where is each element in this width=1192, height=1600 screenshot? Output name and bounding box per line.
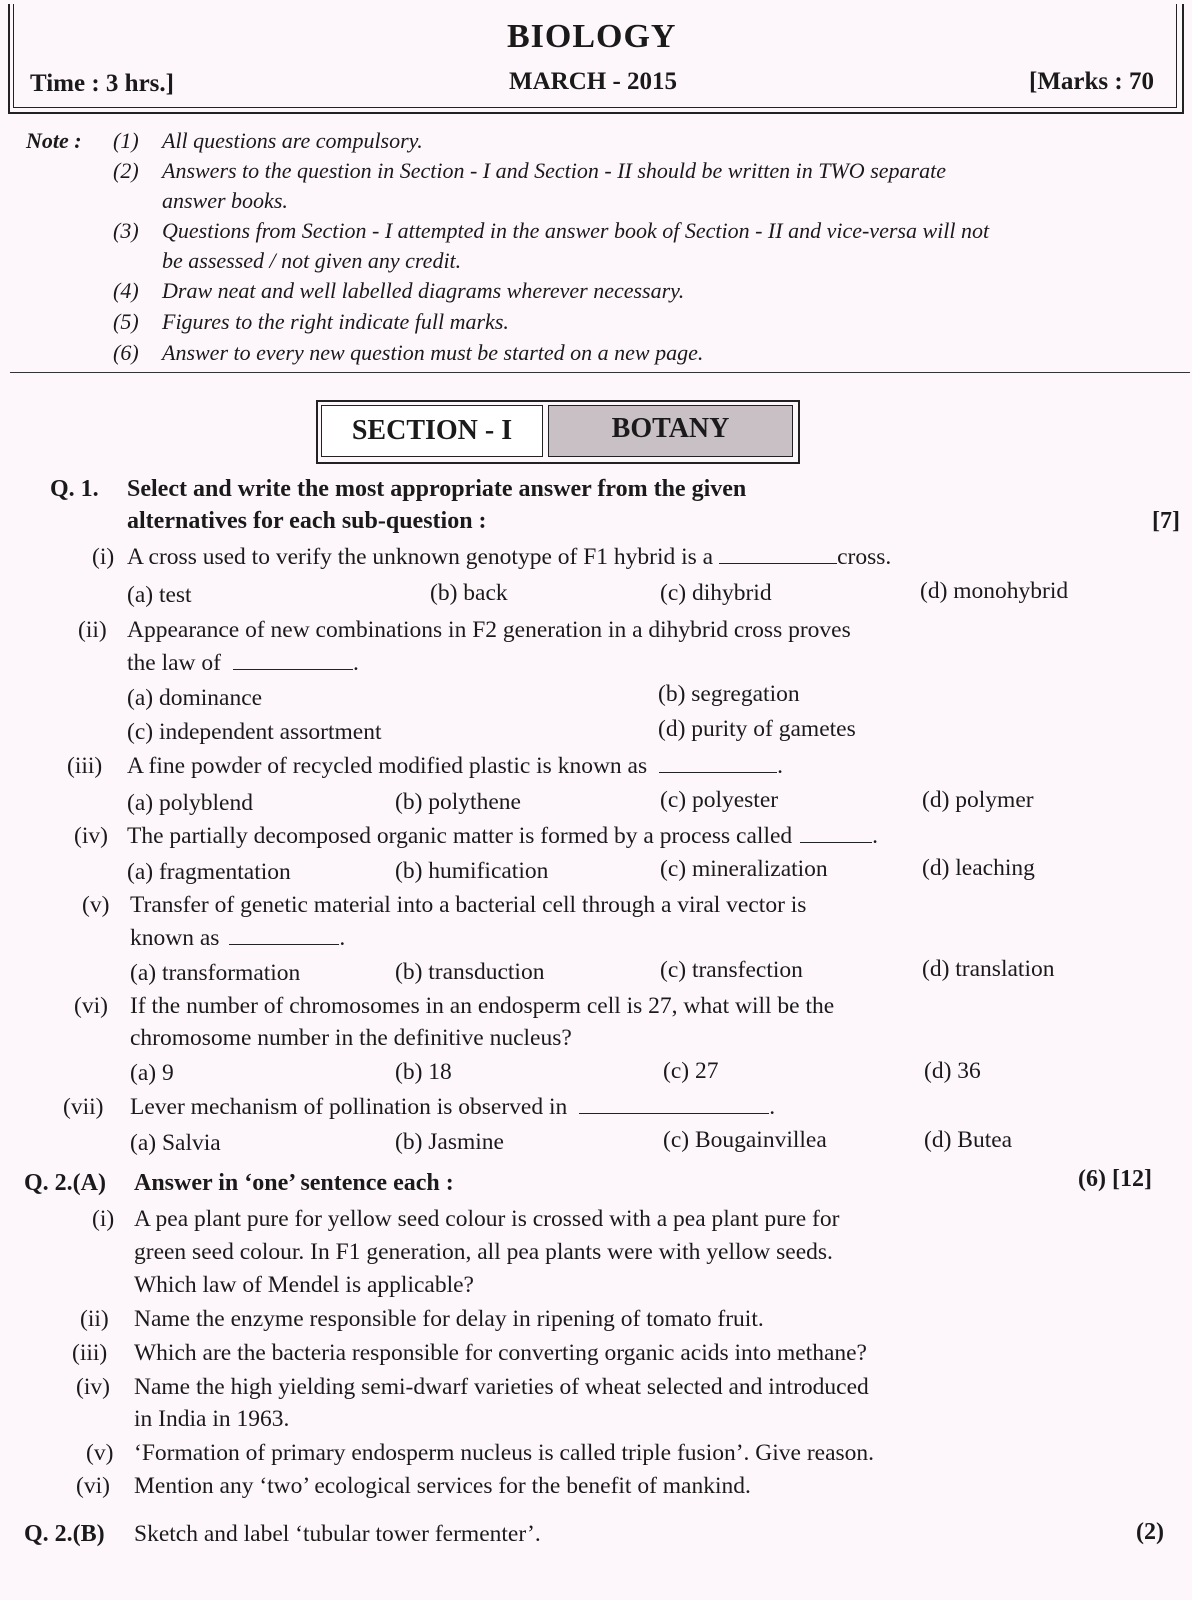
answer-blank bbox=[229, 926, 339, 945]
item-text-part: . bbox=[872, 823, 879, 849]
item-text: Which law of Mendel is applicable? bbox=[134, 1272, 474, 1298]
item-number: (vi) bbox=[74, 993, 108, 1019]
question-label: Q. 2.(A) bbox=[24, 1170, 106, 1196]
item-text-part: known as bbox=[130, 925, 220, 951]
time-label: Time : 3 hrs.] bbox=[30, 70, 174, 97]
section-subject: BOTANY bbox=[548, 405, 793, 457]
option: (b) 18 bbox=[395, 1059, 452, 1085]
option: (c) independent assortment bbox=[127, 719, 382, 745]
item-text-part: A fine powder of recycled modified plastic is known as bbox=[127, 753, 648, 779]
question-label: Q. 1. bbox=[50, 476, 99, 502]
item-number: (iii) bbox=[72, 1340, 108, 1366]
note-num: (4) bbox=[113, 278, 139, 303]
item-text-part: . bbox=[352, 650, 359, 676]
item-number: (iv) bbox=[74, 823, 108, 849]
item-text bbox=[127, 753, 783, 780]
item-number: (v) bbox=[86, 1440, 114, 1466]
option: (d) Butea bbox=[924, 1127, 1013, 1153]
question-label: Q. 2.(B) bbox=[24, 1521, 105, 1547]
item-number: (v) bbox=[82, 892, 110, 918]
item-text bbox=[127, 544, 891, 571]
item-text: chromosome number in the definitive nucleus? bbox=[130, 1025, 572, 1051]
question-marks: (2) bbox=[1136, 1519, 1164, 1545]
section-banner bbox=[316, 400, 800, 464]
question-marks: (6) [12] bbox=[1078, 1166, 1152, 1192]
question-marks: [7] bbox=[1152, 508, 1180, 534]
option: (c) dihybrid bbox=[660, 580, 772, 606]
item-text-part: cross. bbox=[837, 544, 892, 570]
item-text-part: A cross used to verify the unknown genotype of F1 hybrid is a bbox=[127, 544, 714, 570]
item-text: If the number of chromosomes in an endosperm cell is 27, what will be the bbox=[130, 993, 835, 1019]
item-text: Name the enzyme responsible for delay in ripening of tomato fruit. bbox=[134, 1306, 764, 1332]
item-text-part: the law of bbox=[127, 650, 221, 676]
item-number: (iv) bbox=[76, 1374, 110, 1400]
option: (c) 27 bbox=[663, 1058, 719, 1084]
note-num: (5) bbox=[113, 309, 139, 334]
option: (d) polymer bbox=[922, 787, 1034, 813]
item-text-part: . bbox=[769, 1094, 776, 1120]
subject-title: BIOLOGY bbox=[507, 18, 677, 55]
question-heading: alternatives for each sub-question : bbox=[127, 508, 487, 534]
marks-label: [Marks : 70 bbox=[1029, 68, 1154, 95]
item-text: in India in 1963. bbox=[134, 1406, 290, 1432]
note-text: Answers to the question in Section - I and Section - II should be written in TWO separate bbox=[162, 158, 946, 183]
option: (c) polyester bbox=[660, 787, 779, 813]
item-text-part: Lever mechanism of pollination is observed in bbox=[130, 1094, 568, 1120]
answer-blank bbox=[233, 651, 353, 670]
question-heading: Select and write the most appropriate answer from the given bbox=[127, 476, 747, 502]
item-text bbox=[127, 650, 359, 677]
item-text-part: . bbox=[339, 925, 346, 951]
note-text: All questions are compulsory. bbox=[162, 128, 423, 153]
option: (b) humification bbox=[395, 858, 549, 884]
item-number: (i) bbox=[92, 1206, 115, 1232]
question-heading: Answer in ‘one’ sentence each : bbox=[134, 1170, 454, 1196]
option: (d) translation bbox=[922, 956, 1055, 982]
option: (b) transduction bbox=[395, 959, 545, 985]
option: (b) Jasmine bbox=[395, 1129, 504, 1155]
item-text: green seed colour. In F1 generation, all pea plants were with yellow seeds. bbox=[134, 1239, 833, 1265]
item-text: A pea plant pure for yellow seed colour is crossed with a pea plant pure for bbox=[134, 1206, 840, 1232]
note-text: answer books. bbox=[162, 188, 288, 213]
option: (c) mineralization bbox=[660, 856, 828, 882]
answer-blank bbox=[719, 545, 837, 564]
note-label: Note : bbox=[26, 128, 82, 153]
item-number: (i) bbox=[92, 544, 115, 570]
exam-date: MARCH - 2015 bbox=[509, 68, 678, 95]
note-num: (3) bbox=[113, 218, 139, 243]
option: (c) transfection bbox=[660, 957, 803, 983]
note-num: (1) bbox=[113, 128, 139, 153]
note-text: be assessed / not given any credit. bbox=[162, 248, 462, 273]
note-text: Figures to the right indicate full marks. bbox=[162, 309, 509, 334]
item-text: Transfer of genetic material into a bacterial cell through a viral vector is bbox=[130, 892, 807, 918]
divider bbox=[10, 372, 1190, 373]
option: (d) leaching bbox=[922, 855, 1035, 881]
answer-blank bbox=[800, 824, 872, 843]
item-number: (vi) bbox=[76, 1473, 110, 1499]
item-text-part: The partially decomposed organic matter is formed by a process called bbox=[127, 823, 793, 849]
item-number: (iii) bbox=[67, 753, 103, 779]
answer-blank bbox=[659, 754, 777, 773]
item-number: (ii) bbox=[80, 1306, 109, 1332]
item-number: (vii) bbox=[63, 1094, 104, 1120]
item-text: Appearance of new combinations in F2 generation in a dihybrid cross proves bbox=[127, 617, 851, 643]
item-text: Which are the bacteria responsible for converting organic acids into methane? bbox=[134, 1340, 867, 1366]
note-text: Questions from Section - I attempted in the answer book of Section - II and vice-versa will not bbox=[162, 218, 990, 243]
option: (a) Salvia bbox=[130, 1130, 221, 1156]
option: (b) polythene bbox=[395, 789, 521, 815]
option: (d) purity of gametes bbox=[658, 716, 856, 742]
option: (b) back bbox=[430, 580, 508, 606]
item-number: (ii) bbox=[78, 617, 107, 643]
option: (a) polyblend bbox=[127, 790, 253, 816]
item-text: Mention any ‘two’ ecological services for the benefit of mankind. bbox=[134, 1473, 751, 1499]
item-text: Name the high yielding semi-dwarf varieties of wheat selected and introduced bbox=[134, 1374, 869, 1400]
option: (a) 9 bbox=[130, 1060, 174, 1086]
note-text: Draw neat and well labelled diagrams wherever necessary. bbox=[162, 278, 685, 303]
note-num: (6) bbox=[113, 340, 139, 365]
question-text: Sketch and label ‘tubular tower fermenter’. bbox=[134, 1521, 541, 1547]
option: (b) segregation bbox=[658, 681, 800, 707]
note-num: (2) bbox=[113, 158, 139, 183]
item-text: ‘Formation of primary endosperm nucleus is called triple fusion’. Give reason. bbox=[134, 1440, 875, 1466]
note-text: Answer to every new question must be started on a new page. bbox=[162, 340, 704, 365]
option: (a) dominance bbox=[127, 685, 263, 711]
option: (c) Bougainvillea bbox=[663, 1127, 827, 1153]
option: (d) 36 bbox=[924, 1058, 981, 1084]
option: (a) test bbox=[127, 582, 192, 608]
item-text bbox=[130, 1094, 775, 1121]
option: (a) transformation bbox=[130, 960, 301, 986]
item-text bbox=[127, 823, 878, 850]
section-label: SECTION - I bbox=[321, 405, 543, 457]
option: (d) monohybrid bbox=[920, 578, 1069, 604]
answer-blank bbox=[579, 1095, 769, 1114]
option: (a) fragmentation bbox=[127, 859, 291, 885]
item-text-part: . bbox=[777, 753, 783, 779]
item-text bbox=[130, 925, 345, 952]
